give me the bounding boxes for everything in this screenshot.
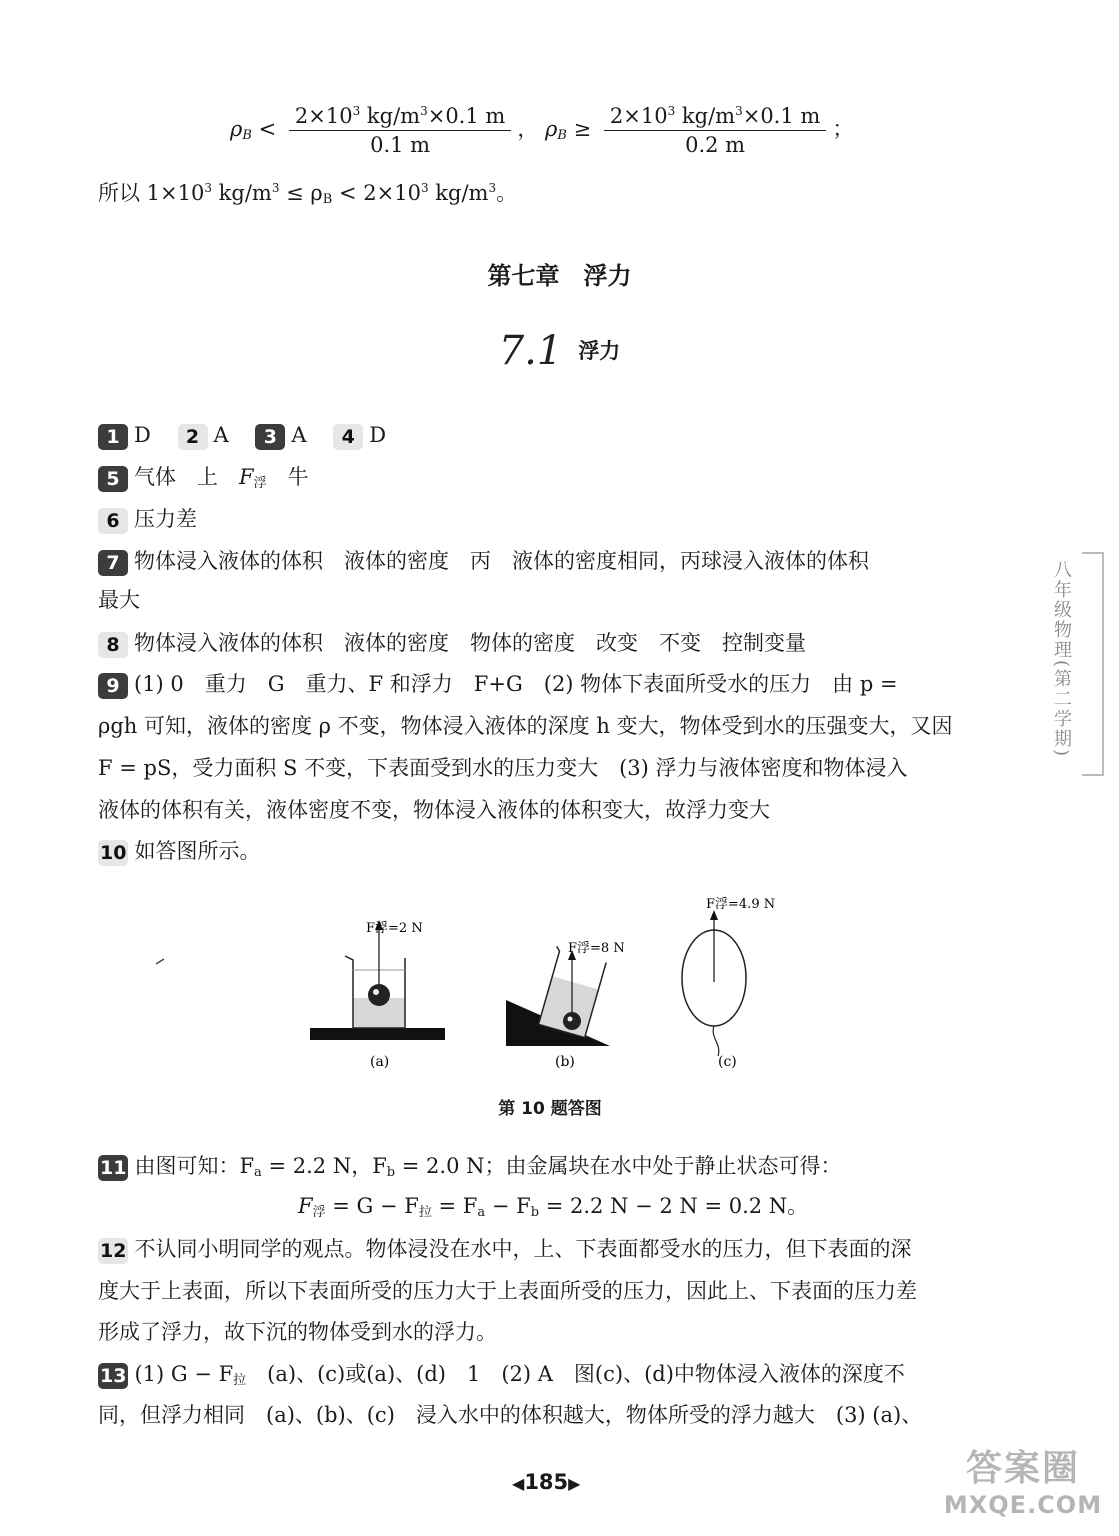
answer-12-line-3: 形成了浮力，故下沉的物体受到水的浮力。 [98,1320,497,1344]
rho-b-2: $\rho_B$ [545,117,567,143]
section-name: 浮力 [578,339,621,363]
section-title [0,328,1119,374]
fraction-2: $\frac{2\times 10^3 kg/m^3\times 0.1 m}{0.2 m}$ [604,104,826,157]
answer-2: A [213,423,229,447]
stray-mark [156,959,164,964]
page-number: ◀185▶ [512,1470,581,1494]
answer-13: 13 (1) $G - F_拉$ (a)、(c)或(a)、(d) 1 (2) A 图(c)、(d)中物体浸入液体的深度不 [100,1362,905,1388]
answer-12: 12 不认同小明同学的观点。物体浸没在水中，上、下表面都受水的压力，但下表面的深 [100,1237,912,1262]
answer-11-equation: $F_浮 = G - F_拉 = F_a - F_b = 2.2$ N − 2 N = 0.2 N。 [298,1194,809,1220]
answer-row-1-4 [98,421,386,450]
watermark [938,1440,1108,1519]
question-number-8: 8 [98,632,128,658]
answer-5: 5 气体 上 $F_浮$ 牛 [98,463,309,498]
figure-10 [150,888,830,1088]
section-number: 7.1 [498,328,563,374]
rho-b: $\rho_B$ [230,117,252,143]
answer-11: 11 由图可知：$F_a = 2.2$ N，$F_b = 2.0$ N；由金属块在水中处于静止状态可得： [100,1154,842,1180]
watermark-logo: 答案圈 [965,1448,1080,1489]
density-inequality [230,104,853,157]
fraction-1: $\frac{2\times 10^3 kg/m^3\times 0.1 m}{0.1 m}$ [289,104,511,157]
question-number-9: 9 [98,673,128,699]
page-arrow-right-icon: ▶ [568,1474,581,1493]
question-number-2: 2 [178,424,208,450]
answer-12-line-2: 度大于上表面，所以下表面所受的压力大于上表面所受的压力，因此上、下表面的压力差 [98,1279,917,1303]
answer-9-line-4: 液体的体积有关，液体密度不变，物体浸入液体的体积变大，故浮力变大 [98,798,770,822]
answer-9-line-2: ρgh 可知，液体的密度 ρ 不变，物体浸入液体的深度 h 变大，物体受到水的压强变大，又因 [98,714,953,738]
answer-13-line-2: 同，但浮力相同 (a)、(b)、(c) 浸入水中的体积越大，物体所受的浮力越大 (3) (a)、 [98,1403,923,1427]
question-number-6: 6 [98,508,128,534]
figure-a-beaker [310,920,445,1040]
answer-7-cont: 最大 [98,588,140,612]
answer-9-line-3: F = pS，受力面积 S 不变，下表面受到水的压力变大 (3) 浮力与液体密度和物体浸入 [98,756,908,780]
question-number-3: 3 [255,424,285,450]
figure-b-beaker [506,941,625,1046]
question-number-4: 4 [333,424,363,450]
figure-a-caption: (a) [370,1054,390,1070]
question-number-5: 5 [98,466,128,492]
question-number-11: 11 [100,1156,127,1179]
density-conclusion: 所以 $1\times 10^3$ $kg/m^3 \le \rho_B < 2\times 10^3$ $kg/m^3$。 [98,181,518,207]
side-tab [1082,552,1104,776]
answer-1: D [134,423,151,447]
less-than: < [258,117,277,141]
answer-8: 8 物体浸入液体的体积 液体的密度 物体的密度 改变 不变 控制变量 [98,629,806,658]
page-arrow-left-icon: ◀ [512,1474,525,1493]
greater-equal: ≥ [573,117,592,141]
answer-10: 10 如答图所示。 [100,839,261,864]
question-number-10: 10 [100,841,127,864]
question-number-12: 12 [100,1239,127,1262]
comma: ， [517,117,539,141]
figure-c-caption: (c) [718,1054,737,1070]
answer-3: A [291,423,307,447]
figure-10-caption: 第 10 题答图 [498,1099,602,1119]
figure-a-force-label: F浮=2 N [366,921,423,936]
answer-9: 9 (1) 0 重力 G 重力、F 和浮力 F+G (2) 物体下表面所受水的压力 由 p = [98,670,898,699]
question-number-7: 7 [98,550,128,576]
figure-c-force-label: F浮=4.9 N [706,897,776,912]
chapter-title: 第七章 浮力 [487,262,632,290]
figure-c-balloon [682,897,775,1056]
answer-4: D [369,423,387,447]
question-number-1: 1 [98,424,128,450]
side-tab-text: 八年级物理(第二学期) [1051,560,1072,759]
figure-b-caption: (b) [555,1054,575,1070]
figure-b-force-label: F浮=8 N [568,941,625,956]
semicolon: ； [832,117,854,141]
watermark-url: MXQE.COM [943,1491,1103,1519]
answer-7: 7 物体浸入液体的体积 液体的密度 丙 液体的密度相同，丙球浸入液体的体积 [98,547,869,576]
answer-6: 6 压力差 [98,505,197,534]
question-number-13: 13 [100,1364,127,1387]
